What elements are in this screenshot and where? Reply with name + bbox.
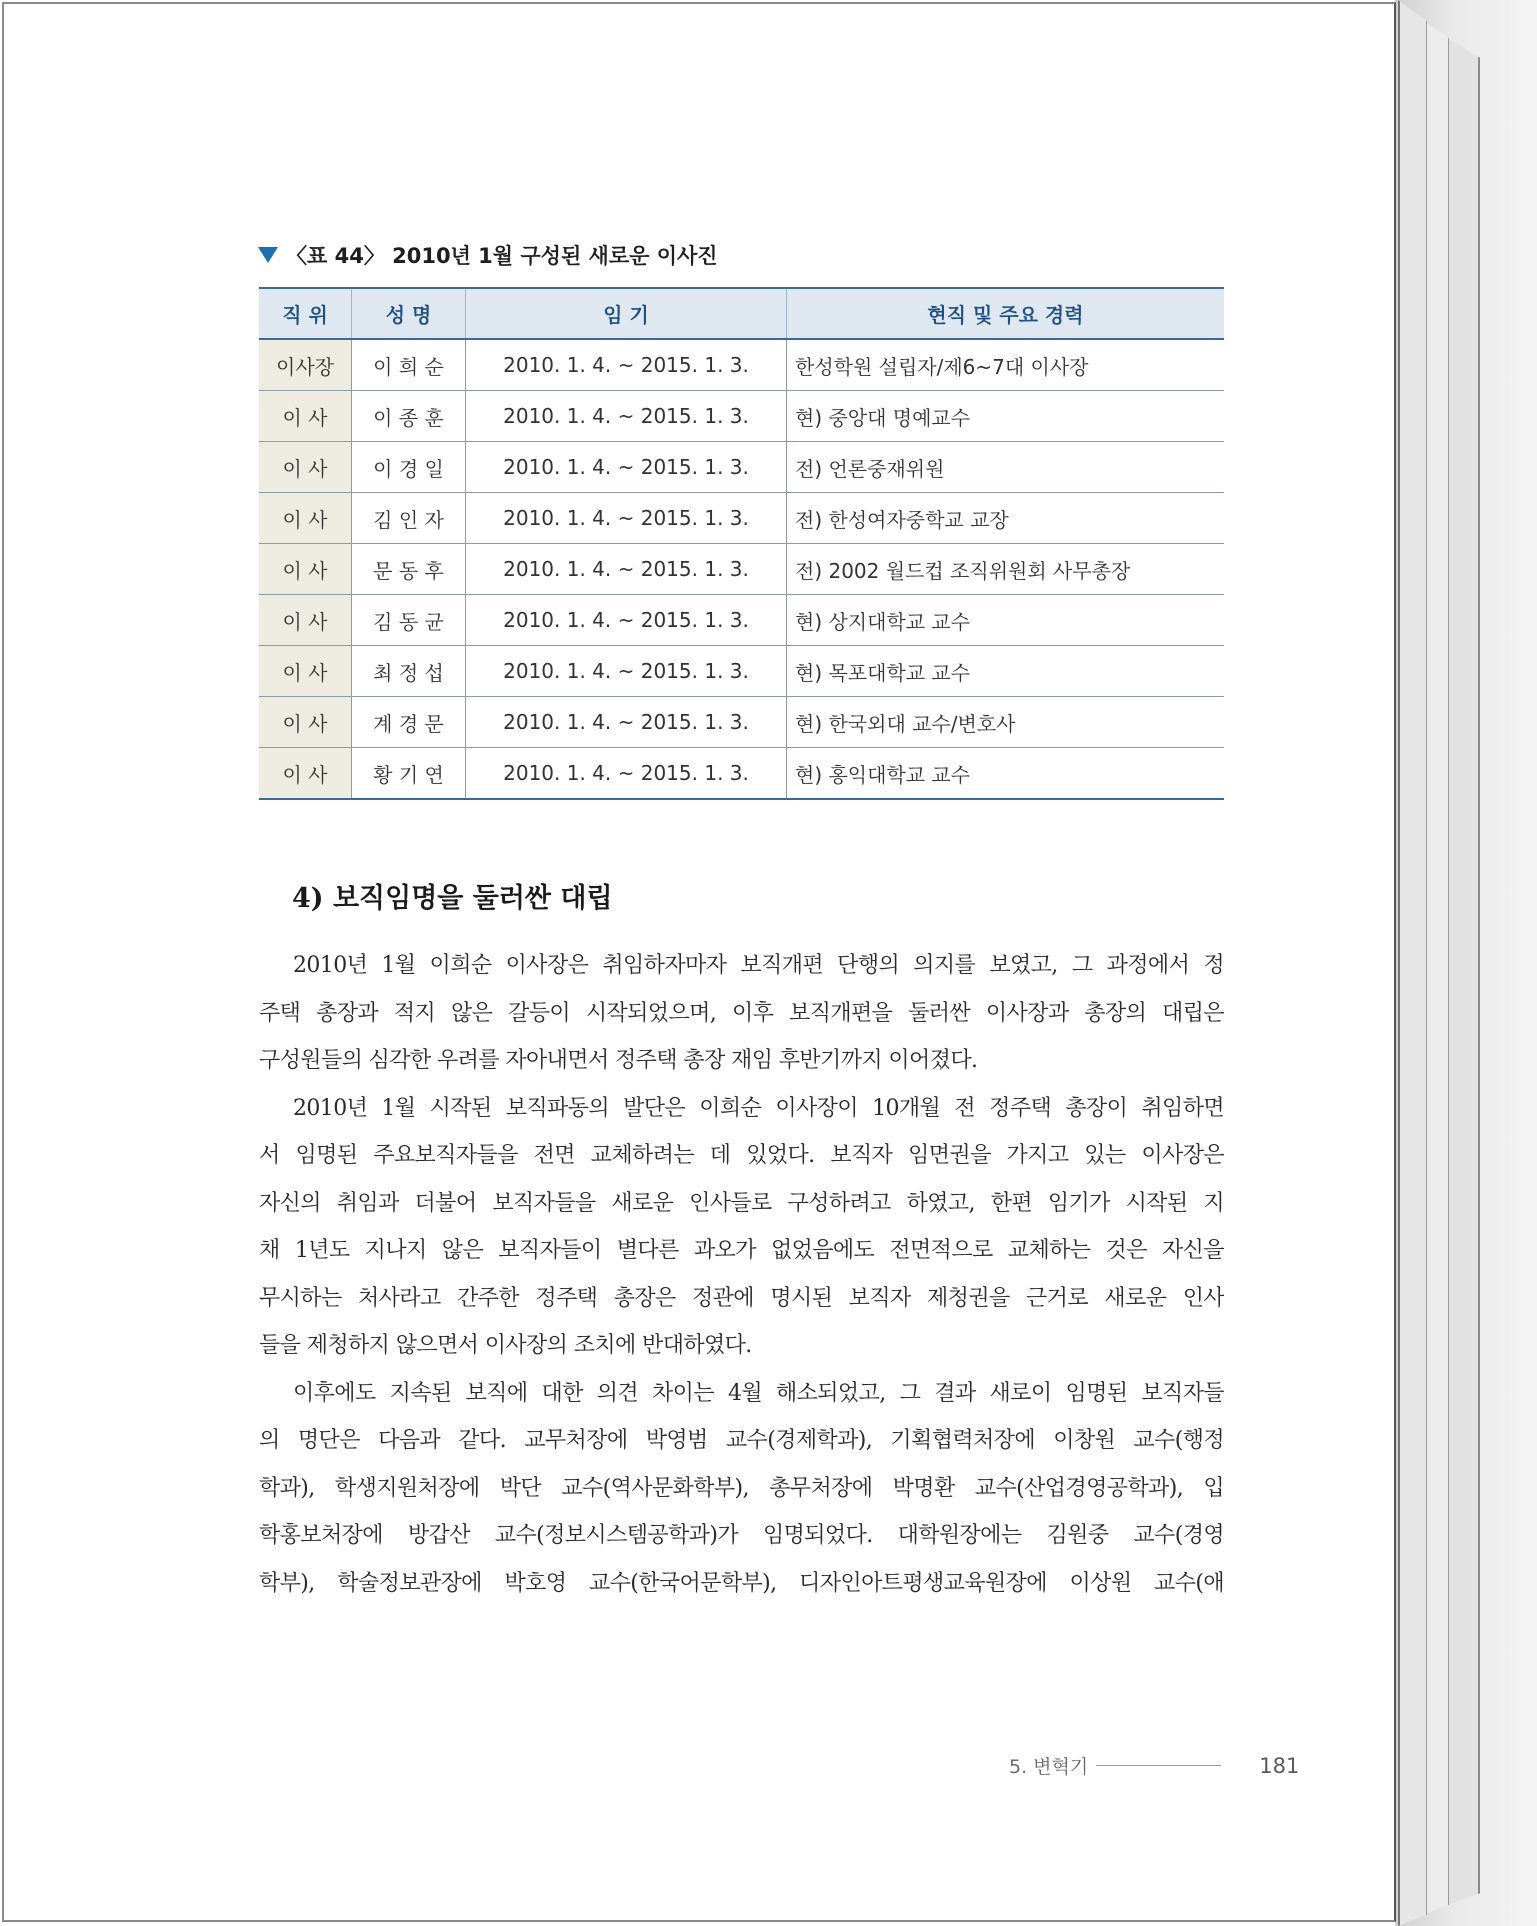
position-cell: 이 사 <box>259 391 352 442</box>
name-cell: 문 동 후 <box>352 544 466 595</box>
table-row <box>259 544 1224 595</box>
career-cell: 현) 홍익대학교 교수 <box>787 748 1225 800</box>
position-cell: 이 사 <box>259 646 352 697</box>
book-page-edge <box>1424 0 1449 1926</box>
career-cell: 전) 언론중재위원 <box>787 442 1225 493</box>
board-members-table <box>259 287 1224 800</box>
text-line: 학과), 학생지원처장에 박단 교수(역사문화학부), 총무처장에 박명환 교수(산업경영공학과), 입 <box>259 1475 1224 1501</box>
career-cell: 현) 중앙대 명예교수 <box>787 391 1225 442</box>
table-caption <box>258 240 718 270</box>
footer-divider <box>1096 1765 1221 1766</box>
name-cell: 계 경 문 <box>352 697 466 748</box>
term-cell: 2010. 1. 4. ~ 2015. 1. 3. <box>466 442 787 493</box>
name-cell: 김 인 자 <box>352 493 466 544</box>
column-header-name: 성 명 <box>352 288 466 339</box>
career-cell: 전) 2002 월드컵 조직위원회 사무총장 <box>787 544 1225 595</box>
name-cell: 이 경 일 <box>352 442 466 493</box>
term-cell: 2010. 1. 4. ~ 2015. 1. 3. <box>466 391 787 442</box>
text-line: 학홍보처장에 방갑산 교수(정보시스템공학과)가 임명되었다. 대학원장에는 김원중 교수(경영 <box>259 1523 1224 1548</box>
name-cell: 김 동 균 <box>352 595 466 646</box>
table-row <box>259 493 1224 544</box>
table-row <box>259 339 1224 391</box>
term-cell: 2010. 1. 4. ~ 2015. 1. 3. <box>466 339 787 391</box>
position-cell: 이 사 <box>259 748 352 800</box>
table-row <box>259 595 1224 646</box>
table-row <box>259 442 1224 493</box>
position-cell: 이 사 <box>259 493 352 544</box>
term-cell: 2010. 1. 4. ~ 2015. 1. 3. <box>466 493 787 544</box>
text-line: 들을 제청하지 않으면서 이사장의 조치에 반대하였다. <box>259 1333 752 1358</box>
chapter-label: 5. 변혁기 <box>1009 1756 1089 1778</box>
book-page <box>2 2 1396 1922</box>
career-cell: 현) 목포대학교 교수 <box>787 646 1225 697</box>
position-cell: 이 사 <box>259 544 352 595</box>
text-line: 주택 총장과 적지 않은 갈등이 시작되었으며, 이후 보직개편을 둘러싼 이사장과 총장의 대립은 <box>259 1000 1224 1026</box>
book-page-edge <box>1448 0 1480 1926</box>
term-cell: 2010. 1. 4. ~ 2015. 1. 3. <box>466 646 787 697</box>
table-row <box>259 697 1224 748</box>
table-header-row <box>259 288 1224 339</box>
text-line: 2010년 1월 이희순 이사장은 취임하자마자 보직개편 단행의 의지를 보였고, 그 과정에서 정 <box>293 953 1224 978</box>
column-header-term: 임 기 <box>466 288 787 339</box>
column-header-career: 현직 및 주요 경력 <box>787 288 1225 339</box>
column-header-position: 직 위 <box>259 288 352 339</box>
term-cell: 2010. 1. 4. ~ 2015. 1. 3. <box>466 697 787 748</box>
table-caption-text: 〈표 44〉 2010년 1월 구성된 새로운 이사진 <box>286 244 718 268</box>
table-row <box>259 391 1224 442</box>
term-cell: 2010. 1. 4. ~ 2015. 1. 3. <box>466 748 787 800</box>
position-cell: 이 사 <box>259 442 352 493</box>
text-line: 학부), 학술정보관장에 박호영 교수(한국어문학부), 디자인아트평생교육원장에 이상원 교수(애 <box>259 1570 1224 1596</box>
position-cell: 이사장 <box>259 339 352 391</box>
table-row <box>259 748 1224 800</box>
term-cell: 2010. 1. 4. ~ 2015. 1. 3. <box>466 595 787 646</box>
text-line: 채 1년도 지나지 않은 보직자들이 별다른 과오가 없었음에도 전면적으로 교체하는 것은 자신을 <box>259 1238 1224 1263</box>
position-cell: 이 사 <box>259 595 352 646</box>
career-cell: 전) 한성여자중학교 교장 <box>787 493 1225 544</box>
name-cell: 이 종 훈 <box>352 391 466 442</box>
text-line: 이후에도 지속된 보직에 대한 의견 차이는 4월 해소되었고, 그 결과 새로이 임명된 보직자들 <box>293 1380 1224 1406</box>
triangle-down-icon <box>258 247 278 263</box>
text-line: 2010년 1월 시작된 보직파동의 발단은 이희순 이사장이 10개월 전 정주택 총장이 취임하면 <box>293 1095 1224 1121</box>
text-line: 서 임명된 주요보직자들을 전면 교체하려는 데 있었다. 보직자 임면권을 가지고 있는 이사장은 <box>259 1143 1224 1168</box>
text-line: 무시하는 처사라고 간주한 정주택 총장은 정관에 명시된 보직자 제청권을 근거로 새로운 인사 <box>259 1285 1224 1311</box>
career-cell: 한성학원 설립자/제6~7대 이사장 <box>787 339 1225 391</box>
name-cell: 황 기 연 <box>352 748 466 800</box>
position-cell: 이 사 <box>259 697 352 748</box>
career-cell: 현) 한국외대 교수/변호사 <box>787 697 1225 748</box>
name-cell: 이 희 순 <box>352 339 466 391</box>
term-cell: 2010. 1. 4. ~ 2015. 1. 3. <box>466 544 787 595</box>
text-line: 의 명단은 다음과 같다. 교무처장에 박영범 교수(경제학과), 기획협력처장에 이창원 교수(행정 <box>259 1428 1224 1453</box>
page-number: 181 <box>1259 1753 1300 1778</box>
book-page-edge <box>1398 0 1427 1926</box>
name-cell: 최 정 섭 <box>352 646 466 697</box>
section-heading: 4) 보직임명을 둘러싼 대립 <box>292 883 613 914</box>
table-row <box>259 646 1224 697</box>
text-line: 자신의 취임과 더불어 보직자들을 새로운 인사들로 구성하려고 하였고, 한편 임기가 시작된 지 <box>259 1190 1224 1216</box>
page-footer <box>1009 1752 1299 1779</box>
body-text <box>259 942 1224 1607</box>
career-cell: 현) 상지대학교 교수 <box>787 595 1225 646</box>
text-line: 구성원들의 심각한 우려를 자아내면서 정주택 총장 재임 후반기까지 이어졌다. <box>259 1048 978 1073</box>
